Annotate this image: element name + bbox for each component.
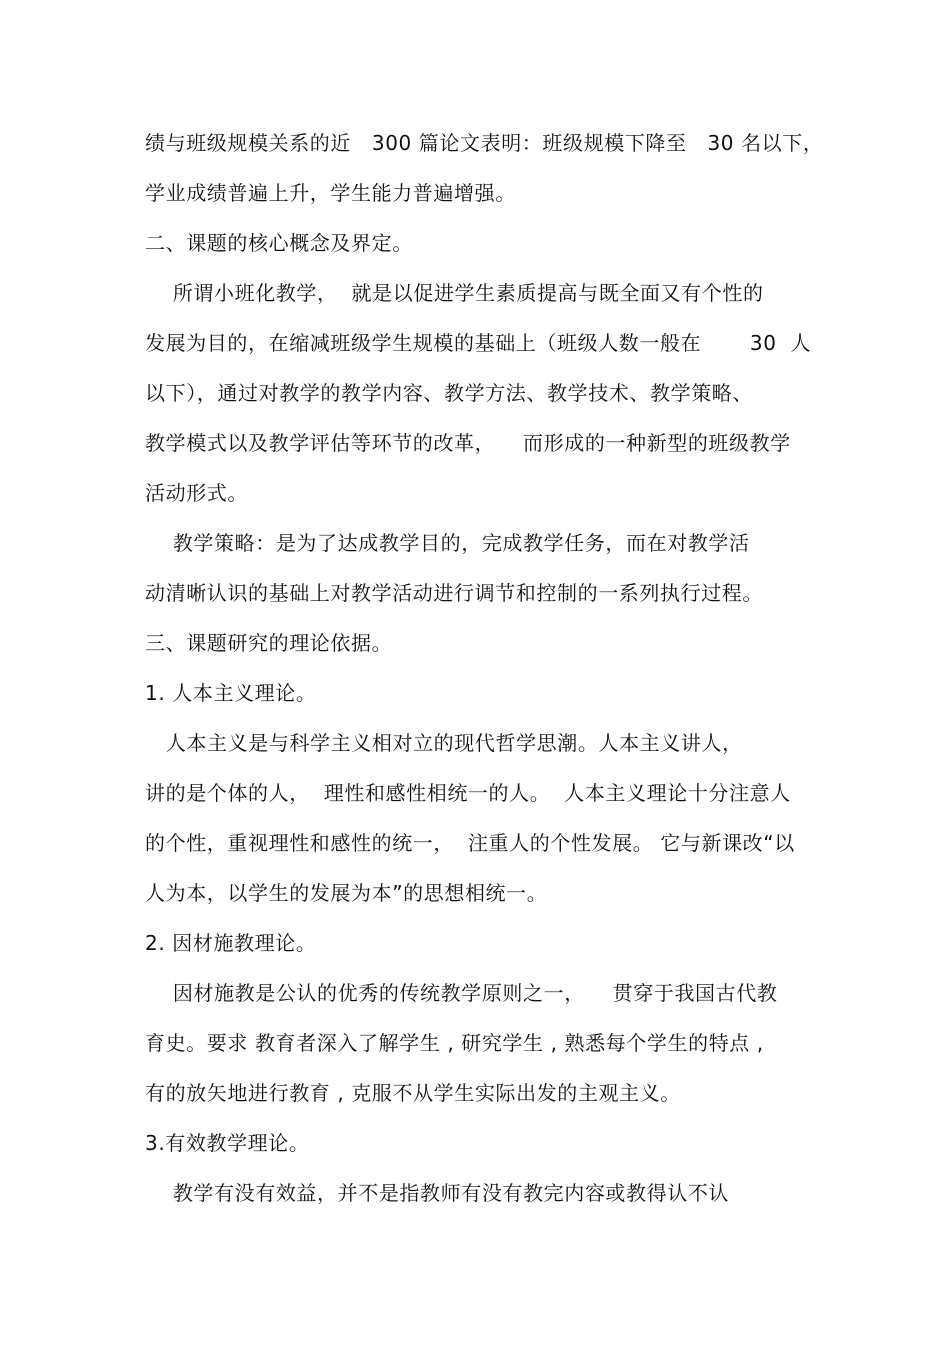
text-line: 以下），通过对教学的教学内容、教学方法、教学技术、教学策略、 (145, 381, 753, 405)
text-line: 绩与班级规模关系的近 300 篇论文表明：班级规模下降至 30 名以下， (145, 131, 824, 155)
text-line: 的个性，重视理性和感性的统一， 注重人的个性发展。 它与新课改“以 (145, 831, 795, 855)
section-heading: 三、课题研究的理论依据。 (145, 631, 393, 655)
subsection-heading: 1. 人本主义理论。 (145, 681, 317, 705)
section-heading: 二、课题的核心概念及界定。 (145, 231, 413, 255)
text-line: 活动形式。 (145, 481, 248, 505)
text-line: 讲的是个体的人， 理性和感性相统一的人。 人本主义理论十分注意人 (145, 781, 791, 805)
text-line: 动清晰认识的基础上对教学活动进行调节和控制的一系列执行过程。 (145, 581, 763, 605)
text-line: 发展为目的，在缩减班级学生规模的基础上（班级人数一般在 30 人 (145, 331, 812, 355)
text-line: 人本主义是与科学主义相对立的现代哲学思潮。人本主义讲人， (145, 731, 743, 755)
text-line: 教学策略：是为了达成教学目的，完成教学任务，而在对教学活 (145, 531, 750, 555)
text-line: 教学模式以及教学评估等环节的改革， 而形成的一种新型的班级教学 (145, 431, 791, 455)
text-line: 教学有没有效益，并不是指教师有没有教完内容或教得认不认 (145, 1181, 730, 1205)
text-line: 学业成绩普遍上升，学生能力普遍增强。 (145, 181, 516, 205)
text-line: 育史。要求 教育者深入了解学生 , 研究学生 , 熟悉每个学生的特点 , (145, 1031, 764, 1055)
text-line: 人为本，以学生的发展为本”的思想相统一。 (145, 881, 548, 905)
subsection-heading: 2. 因材施教理论。 (145, 931, 317, 955)
text-line: 有的放矢地进行教育 , 克服不从学生实际出发的主观主义。 (145, 1081, 681, 1105)
text-line: 因材施教是公认的优秀的传统教学原则之一， 贯穿于我国古代教 (145, 981, 778, 1005)
text-line: 所谓小班化教学， 就是以促进学生素质提高与既全面又有个性的 (145, 281, 764, 305)
subsection-heading: 3.有效教学理论。 (145, 1131, 310, 1155)
